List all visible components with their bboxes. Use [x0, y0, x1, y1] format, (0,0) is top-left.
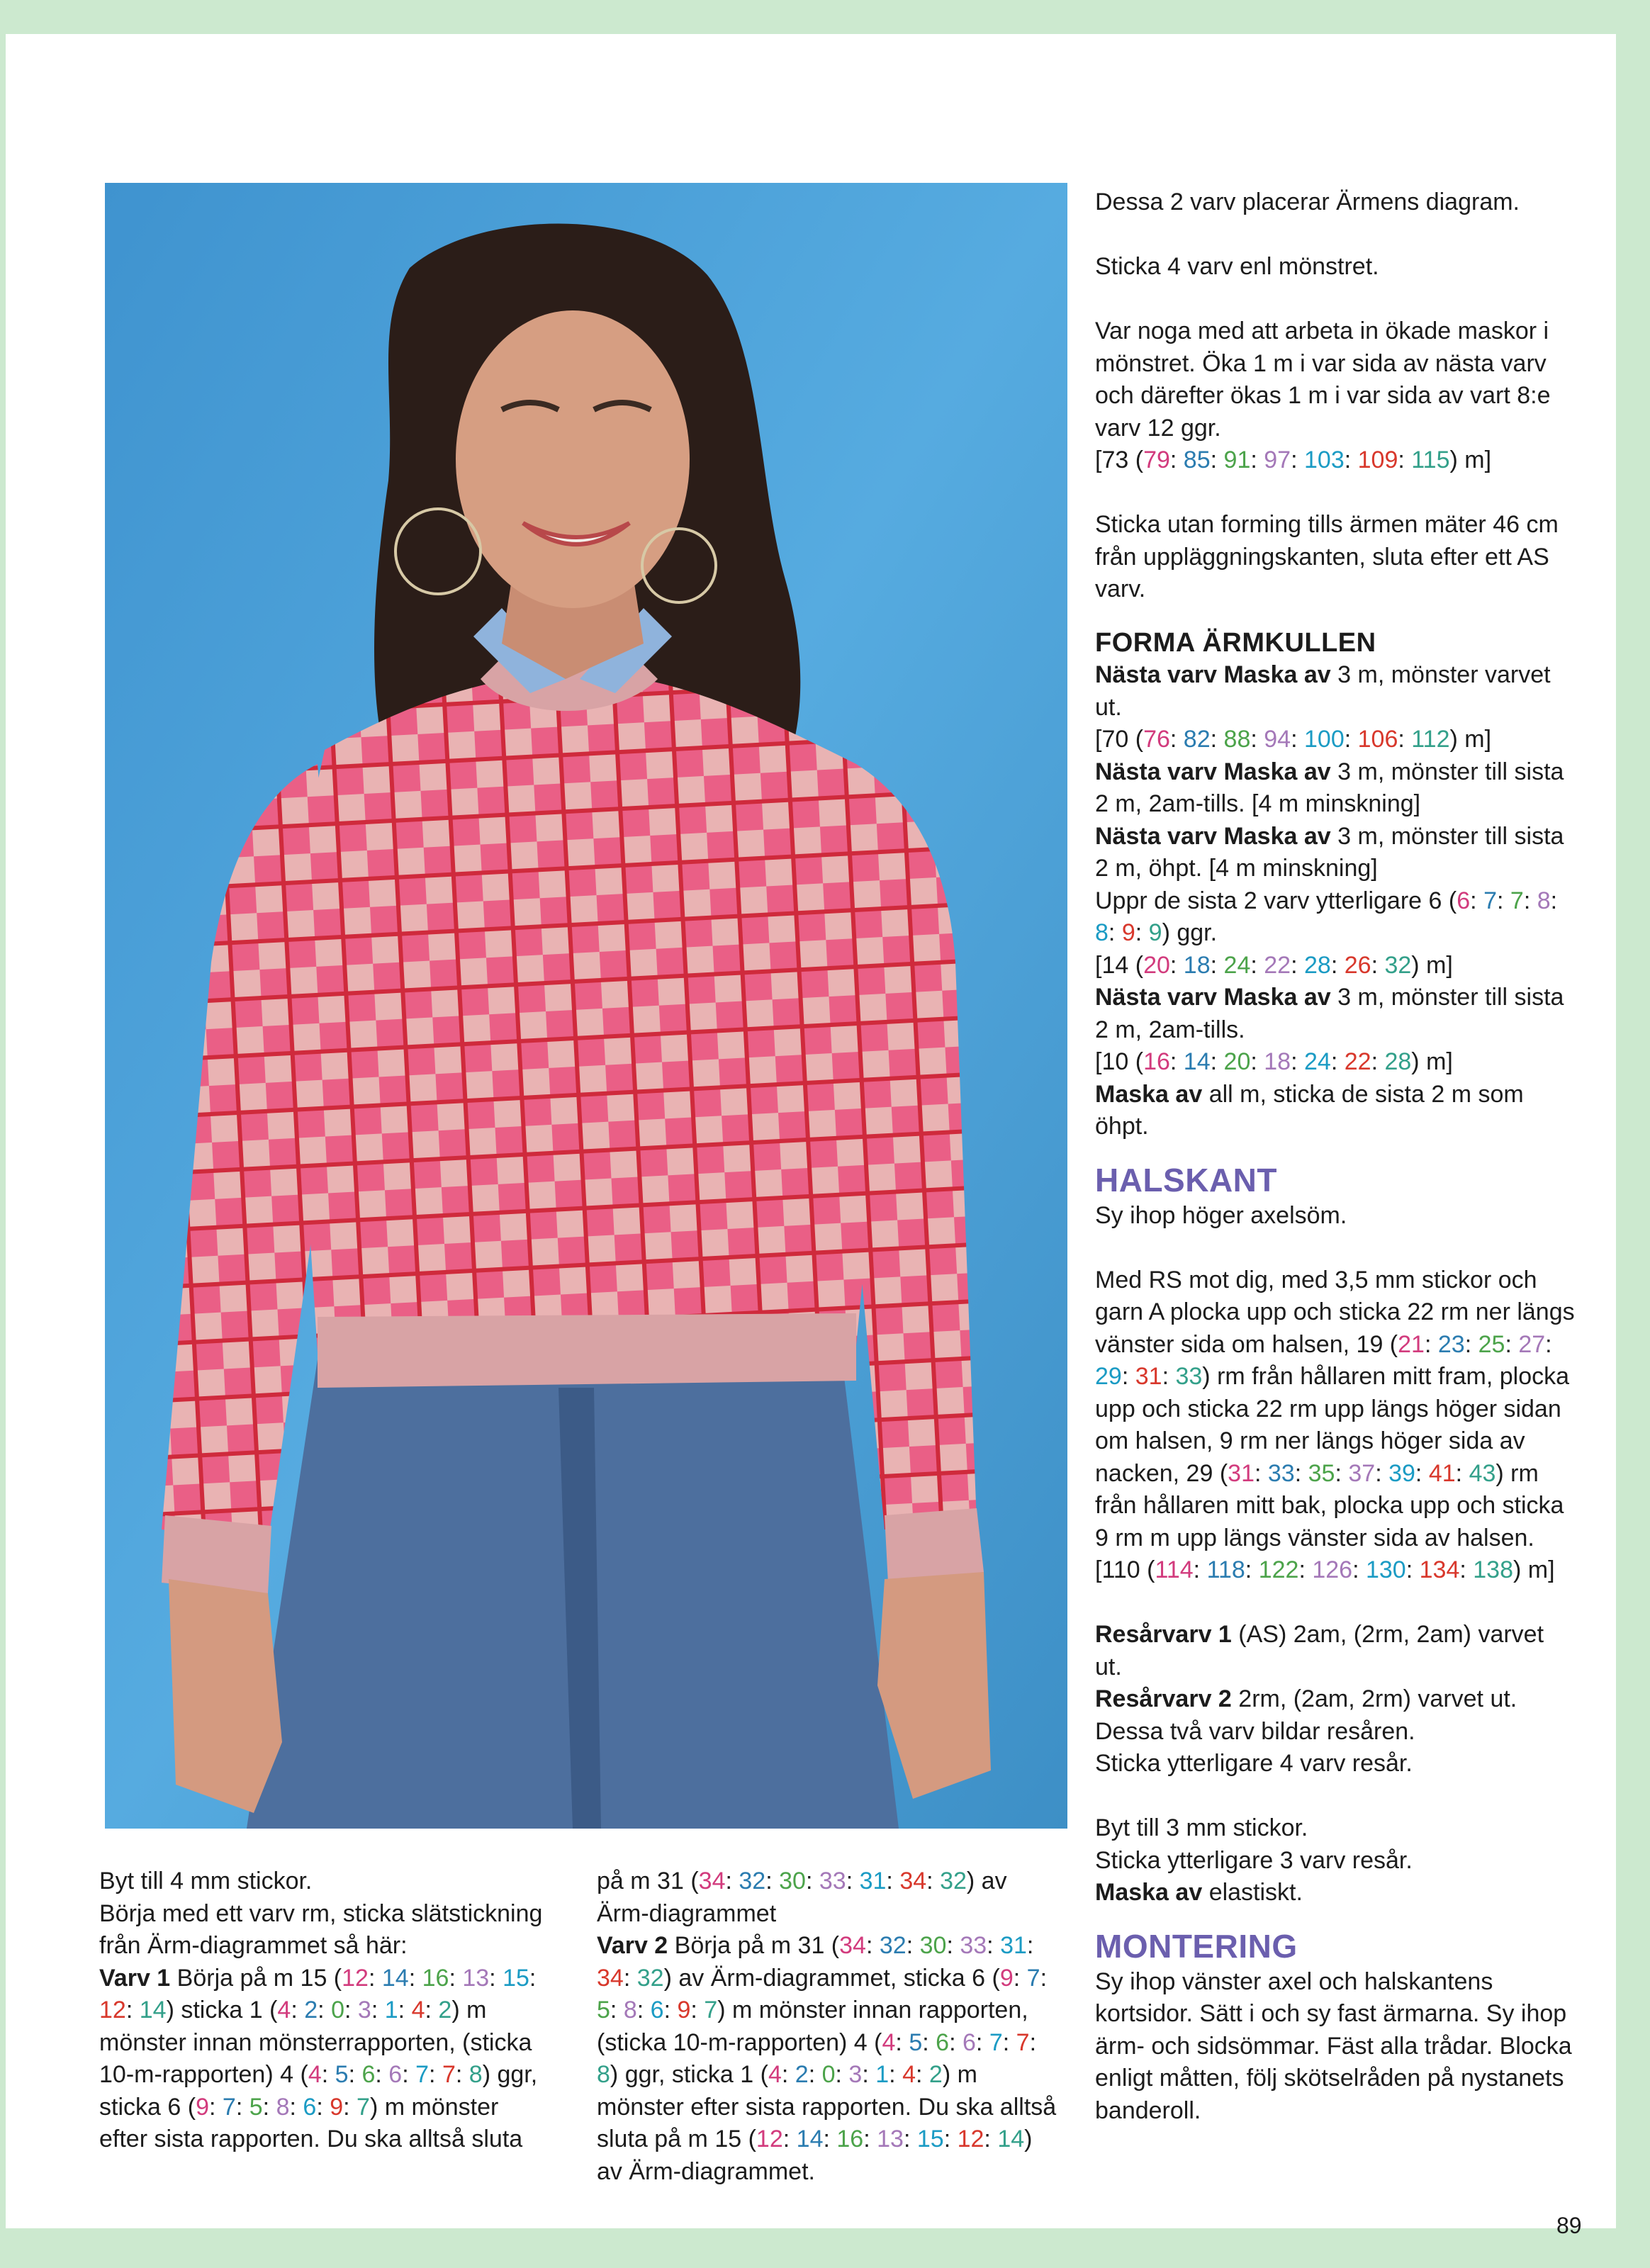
para-bind-off-elastic: Maska av elastiskt. [1095, 1879, 1303, 1906]
para-rib-forms: Dessa två varv bildar resåren. [1095, 1717, 1415, 1745]
para-knit-4-rows: Sticka 4 varv enl mönstret. [1095, 253, 1379, 280]
para-rib-3-more: Sticka ytterligare 3 varv resår. [1095, 1846, 1413, 1874]
sweater-photo [105, 183, 1067, 1829]
instruction-forma-6: Maska av all m, sticka de sista 2 m som öhpt. [1095, 1080, 1524, 1140]
instruction-varv-1-cont: på m 31 (34: 32: 30: 33: 31: 34: 32) av Ärm-diagrammet [597, 1868, 1007, 1927]
para-pick-up-stitches: Med RS mot dig, med 3,5 mm stickor och garn A plocka upp och sticka 22 rm ner längs vänster sida om halsen, 19 (21: 23: 25: 27: 29: 31: 33) rm från hållaren mitt fram, plocka upp och sticka 22 rm upp längs höger sidan om halsen, 9 rm ner längs höger sida av nacken, 29 (31: 33: 35: 37: 39: 41: 43) rm från hållaren mitt bak, plocka upp och sticka 9 rm m upp längs vänster sida av halsen. [110 (114: 118: 122: 126: 130: 134: 138) m] [1095, 1266, 1575, 1583]
para-sew-shoulder: Sy ihop höger axelsöm. [1095, 1201, 1347, 1229]
heading-halskant: HALSKANT [1095, 1161, 1277, 1198]
para-knit-until-46cm: Sticka utan forming tills ärmen mäter 46 cm från uppläggningskanten, sluta efter ett AS varv. [1095, 511, 1559, 602]
instruction-varv-1: Varv 1 Börja på m 15 (12: 14: 16: 13: 15: 12: 14) sticka 1 (4: 2: 0: 3: 1: 4: 2) m mönster innan mönsterrapporten, (sticka 10-m-rapporten) 4 (4: 5: 6: 6: 7: 7: 8) ggr, sticka 6 (9: 7: 5: 8: 6: 9: 7) m mönster efter sista rapporten. Du ska alltså sluta [99, 1964, 538, 2152]
woman-in-checked-sweater-illustration [105, 183, 1067, 1829]
heading-forma-armkullen: FORMA ÄRMKULLEN [1095, 627, 1376, 658]
para-change-4mm: Byt till 4 mm stickor. [99, 1868, 313, 1894]
instruction-rib-row-2: Resårvarv 2 2rm, (2am, 2rm) varvet ut. [1095, 1685, 1517, 1712]
heading-montering: MONTERING [1095, 1927, 1298, 1965]
instruction-forma-3: Nästa varv Maska av 3 m, mönster till sista 2 m, öhpt. [4 m minskning] [1095, 822, 1564, 882]
para-montering: Sy ihop vänster axel och halskantens kortsidor. Sätt i och sy fast ärmarna. Sy ihop ärm- och sidsömmar. Fäst alla trådar. Blocka enligt måtten, följ skötselråden på nystanets banderoll. [1095, 1967, 1572, 2124]
instruction-forma-2: Nästa varv Maska av 3 m, mönster till sista 2 m, 2am-tills. [4 m minskning] [1095, 758, 1564, 817]
para-diagram-placement: Dessa 2 varv placerar Ärmens diagram. [1095, 189, 1520, 215]
middle-text-column [597, 1865, 1057, 2188]
magazine-page [6, 34, 1616, 2238]
page-number: 89 [1556, 2213, 1582, 2238]
left-text-column [99, 1865, 553, 2156]
para-increase-note: Var noga med att arbeta in ökade maskor i mönstret. Öka 1 m i var sida av nästa varv och därefter ökas 1 m i var sida av vart 8:e varv 12 ggr. [73 (79: 85: 91: 97: 103: 109: 115) m] [1095, 318, 1551, 473]
instruction-varv-2: Varv 2 Börja på m 31 (34: 32: 30: 33: 31: 34: 32) av Ärm-diagrammet, sticka 6 (9: 7: 5: 8: 6: 9: 7) m mönster innan rapporten, (sticka 10-m-rapporten) 4 (4: 5: 6: 6: 7: 7: 8) ggr, sticka 1 (4: 2: 0: 3: 1: 4: 2) m mönster efter sista rapporten. Du ska alltså sluta på m 15 (12: 14: 16: 13: 15: 12: 14) av Ärm-diagrammet. [597, 1932, 1057, 2185]
instruction-forma-4: Uppr de sista 2 varv ytterligare 6 (6: 7: 7: 8: 8: 9: 9) ggr. [14 (20: 18: 24: 22: 28: 26: 32) m] [1095, 887, 1558, 979]
para-start-knit-row: Börja med ett varv rm, sticka slätstickning från Ärm-diagrammet så här: [99, 1899, 543, 1959]
para-change-3mm: Byt till 3 mm stickor. [1095, 1814, 1308, 1841]
right-text-column [1095, 186, 1577, 2127]
instruction-rib-row-1: Resårvarv 1 (AS) 2am, (2rm, 2am) varvet ut. [1095, 1621, 1544, 1680]
instruction-forma-5: Nästa varv Maska av 3 m, mönster till sista 2 m, 2am-tills. [10 (16: 14: 20: 18: 24: 22: 28) m] [1095, 984, 1564, 1075]
para-rib-4-more: Sticka ytterligare 4 varv resår. [1095, 1750, 1413, 1777]
instruction-forma-1: Nästa varv Maska av 3 m, mönster varvet ut. [70 (76: 82: 88: 94: 100: 106: 112) m] [1095, 661, 1551, 753]
